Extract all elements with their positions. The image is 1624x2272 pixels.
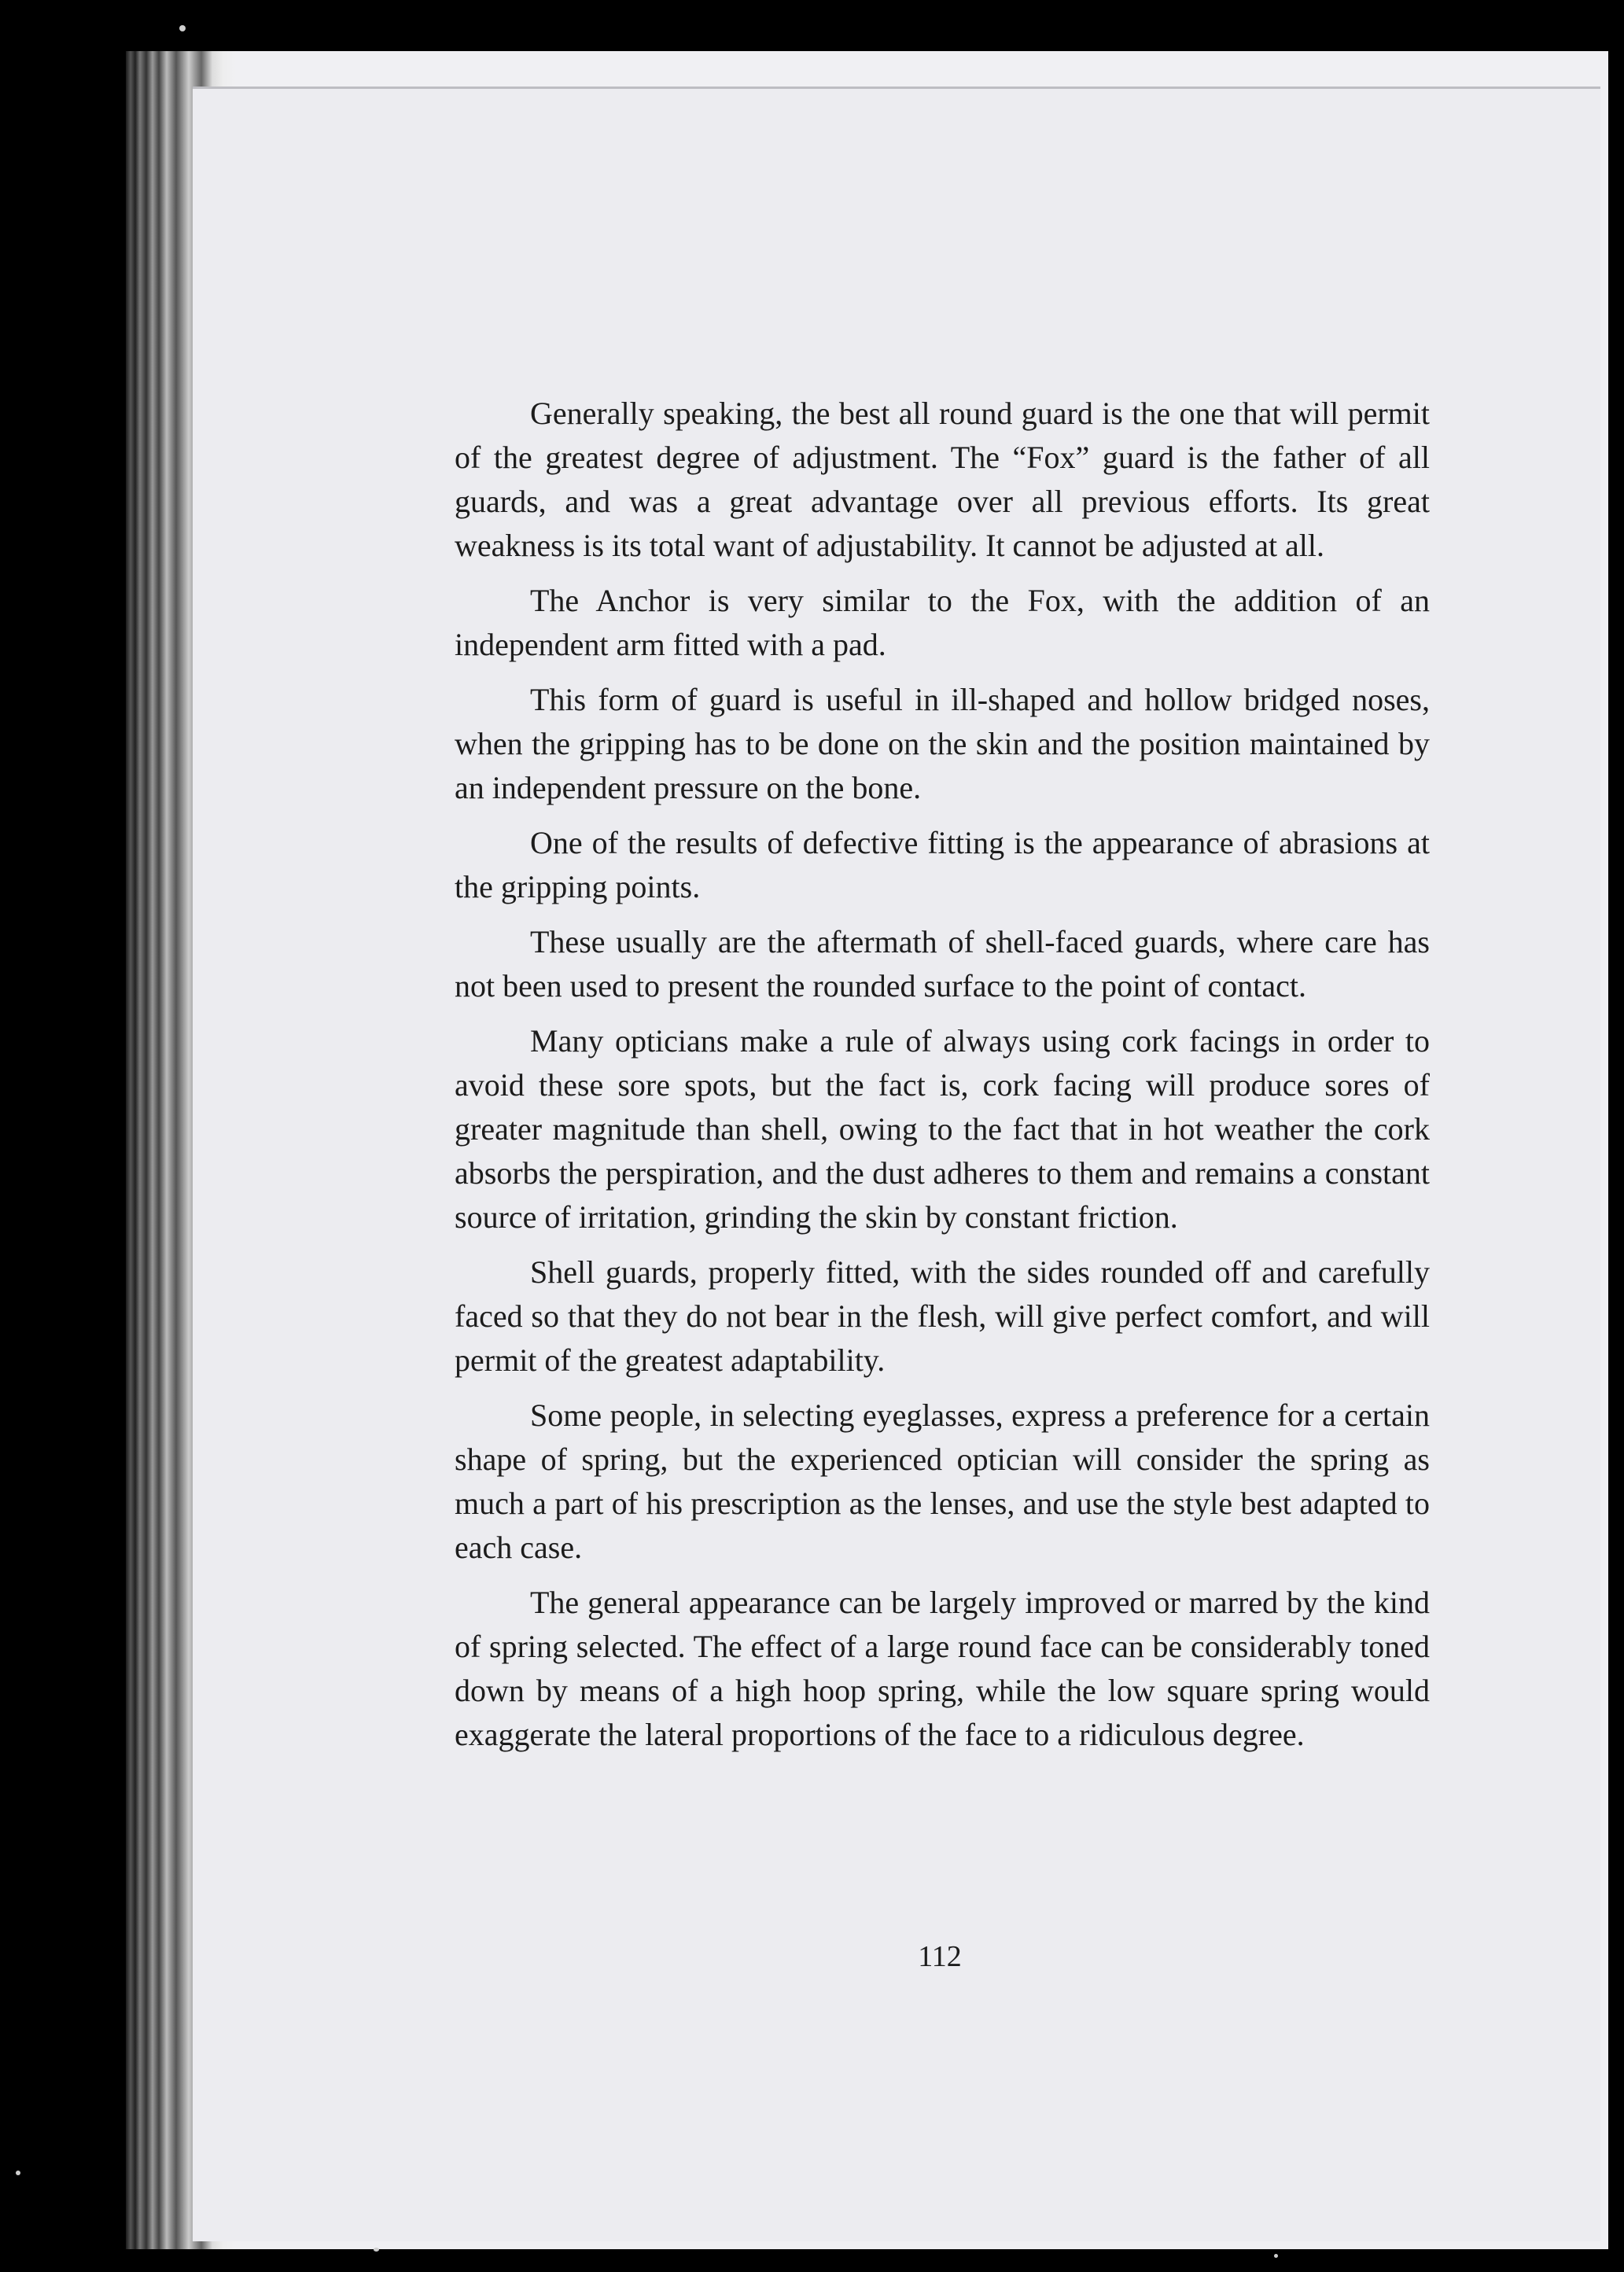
paragraph: Generally speaking, the best all round guard is the one that will permit of the greatest degree of adjustment. The “Fox” guard is the father of all guards, and was a great advantage over all previous efforts. Its great weakness is its total want of adjustability. It cannot be adjusted at all. bbox=[455, 396, 1430, 563]
scan-speck bbox=[1274, 2254, 1278, 2258]
paragraph: One of the results of defective fitting is the appearance of abrasions at the gripping points. bbox=[455, 825, 1430, 904]
scan-speck bbox=[179, 25, 186, 31]
scan-speck bbox=[16, 2171, 20, 2175]
body-text bbox=[455, 392, 1430, 1768]
scan-speck bbox=[374, 2248, 379, 2252]
paragraph: This form of guard is useful in ill-shaped and hollow bridged noses, when the gripping has to be done on the skin and the position maintained by an independent pressure on the bone. bbox=[455, 682, 1430, 805]
page-number: 112 bbox=[918, 1940, 962, 1973]
paragraph: Some people, in selecting eyeglasses, express a preference for a certain shape of spring, but the experienced optician will consider the spring as much a part of his prescription as the lenses, and use the style best adapted to each case. bbox=[455, 1397, 1430, 1565]
paragraph: Many opticians make a rule of always using cork facings in order to avoid these sore spots, but the fact is, cork facing will produce sores of greater magnitude than shell, owing to the fact that in hot weather the cork absorbs the perspiration, and the dust adheres to them and remains a constant source of irritation, grinding the skin by constant friction. bbox=[455, 1023, 1430, 1235]
paragraph: The Anchor is very similar to the Fox, with the addition of an independent arm fitted with a pad. bbox=[455, 583, 1430, 662]
paragraph: The general appearance can be largely improved or marred by the kind of spring selected. The effect of a large round face can be considerably toned down by means of a high hoop spring, while the low square spring would exaggerate the lateral proportions of the face to a ridiculous degree. bbox=[455, 1585, 1430, 1752]
paragraph: These usually are the aftermath of shell-faced guards, where care has not been used to present the rounded surface to the point of contact. bbox=[455, 924, 1430, 1003]
paragraph: Shell guards, properly fitted, with the sides rounded off and carefully faced so that they do not bear in the flesh, will give perfect comfort, and will permit of the greatest adaptability. bbox=[455, 1254, 1430, 1378]
